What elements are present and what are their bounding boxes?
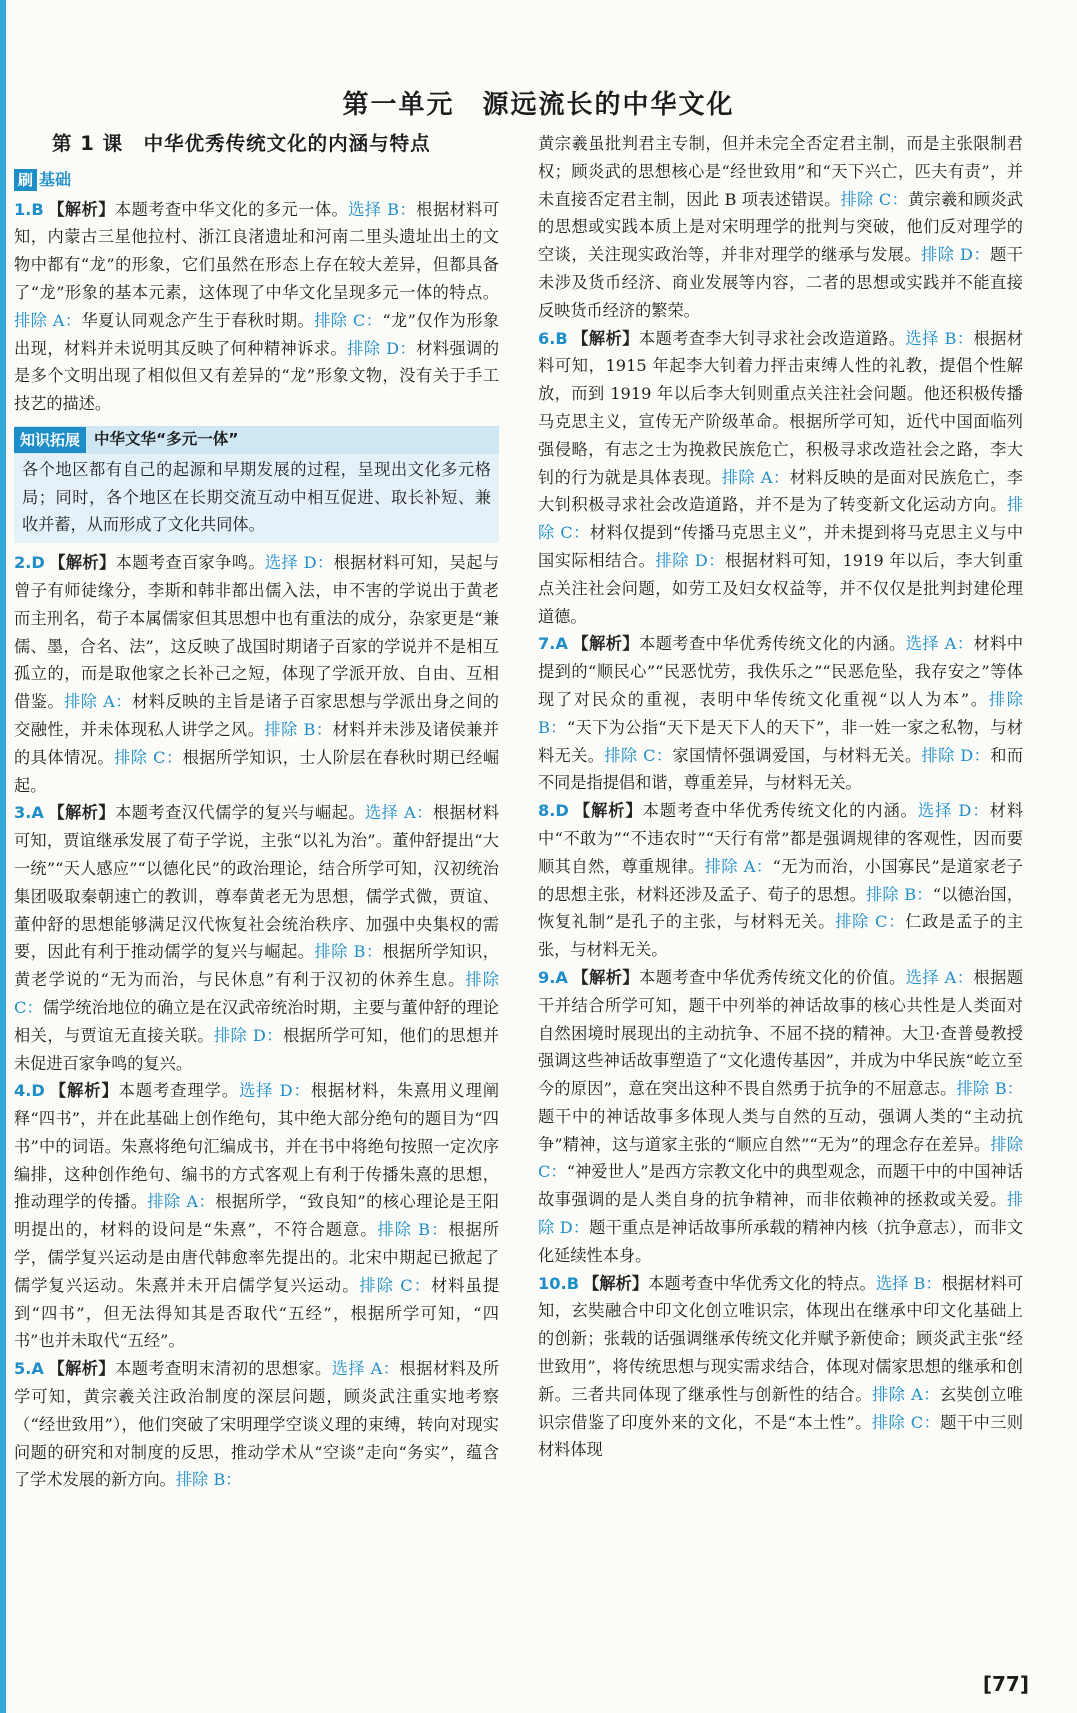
answer-item-continued: 黄宗羲虽批判君主专制，但并未完全否定君主制，而是主张限制君权；顾炎武的思想核心是“经世致用”和“天下兴亡，匹夫有责”，并未直接否定君主制，因此 B 项表述错误。排除 C：黄宗羲和顾炎武的思想或实践本质上是对宋明理学的批判与突破，他们反对理学的空谈，关注现实政治等，并非对理学的继承与发展。排除 D：题干未涉及货币经济、商业发展等内容，二者的思想或实践并不能直接反映货币经济的繁荣。	[538, 134, 1024, 320]
extension-title: 中华文华“多元一体”	[94, 429, 239, 448]
analysis-tag: 【解析】	[47, 199, 115, 219]
answer-item: 4.D 【解析】本题考查理学。选择 D：根据材料，朱熹用义理阐释“四书”，并在此基础上创作绝句，其中绝大部分绝句的题目为“四书”中的词语。朱熹将绝句汇编成书，并在书中将绝句按照一定次序编排，这种创作绝句、编书的方式客观上有利于传播朱熹的思想，推动理学的传播。排除 A：根据所学，“致良知”的核心理论是王阳明提出的，材料的设问是“朱熹”，不符合题意。排除 B：根据所学，儒学复兴运动是由唐代韩愈率先提出的。北宋中期起已掀起了儒学复兴运动。朱熹并未开启儒学复兴运动。排除 C：材料虽提到“四书”，但无法得知其是否取代“五经”，根据所学可知，“四书”也并未取代“五经”。	[14, 1081, 500, 1351]
answer-letter: B	[31, 199, 44, 219]
analysis-tag: 【解析】	[571, 634, 640, 654]
question-number: 5.	[14, 1359, 32, 1379]
extension-badge: 知识拓展	[14, 427, 86, 453]
section-header	[14, 166, 499, 194]
answer-item: 2.D 【解析】本题考查百家争鸣。选择 D：根据材料可知，吴起与曾子有师徒缘分，李斯和韩非都出儒入法，申不害的学说出于黄老而主刑名，荀子本属儒家但其思想中也有重法的成分，杂家更是“兼儒、墨，合名、法”，这反映了战国时期诸子百家的学说并不是相互孤立的，而是取他家之长补己之短，体现了学派开放、自由、互相借鉴。排除 A：材料反映的主旨是诸子百家思想与学派出身之间的交融性，并未体现私人讲学之风。排除 B：材料并未涉及诸侯兼并的具体情况。排除 C：根据所学知识，士人阶层在春秋时期已经崛起。	[14, 553, 500, 795]
section-tag: 刷	[14, 169, 37, 191]
question-number: 9.	[538, 967, 556, 987]
question-number: 7.	[538, 634, 556, 654]
question-number: 8.	[538, 801, 556, 821]
answer-item: 10.B 【解析】本题考查中华优秀文化的特点。选择 B：根据材料可知，玄奘融合中印文化创立唯识宗，体现出在继承中印文化基础上的创新；张载的话强调继承传统文化并赋予新使命；顾炎武主张“经世致用”，将传统思想与现实需求结合，体现对儒家思想的继承和创新。三者共同体现了继承性与创新性的结合。排除 A：玄奘创立唯识宗借鉴了印度外来的文化，不是“本土性”。排除 C：题干中三则材料体现	[538, 1273, 1024, 1460]
answer-item: 3.A 【解析】本题考查汉代儒学的复兴与崛起。选择 A：根据材料可知，贾谊继承发展了荀子学说，主张“以礼为治”。董仲舒提出“大一统”“天人感应”“以德化民”的政治理论，结合所学可知，汉初统治集团吸取秦朝速亡的教训，尊奉黄老无为思想，儒学式微，贾谊、董仲舒的思想能够满足汉代恢复社会统治秩序、加强中央集权的需要，因此有利于推动儒学的复兴与崛起。排除 B：根据所学知识，黄老学说的“无为而治，与民休息”有利于汉初的休养生息。排除 C：儒学统治地位的确立是在汉武帝统治时期，主要与董仲舒的理论相关，与贾谊无直接关联。排除 D：根据所学可知，他们的思想并未促进百家争鸣的复兴。	[14, 803, 500, 1073]
analysis-tag: 【解析】	[571, 967, 640, 987]
answer-letter: D	[31, 553, 45, 573]
section-name: 基础	[39, 169, 72, 189]
answer-letter: D	[555, 801, 569, 821]
analysis-tag: 【解析】	[571, 328, 639, 348]
answer-letter: A	[555, 967, 568, 987]
answer-item: 7.A 【解析】本题考查中华优秀传统文化的内涵。选择 A：材料中提到的“顺民心”“民恶忧劳，我佚乐之”“民恶危坠，我存安之”等体现了对民众的重视，表明中华传统文化重视“以人为本”。排除 B：“天下为公指“天下是天下人的天下”，非一姓一家之私物，与材料无关。排除 C：家国情怀强调爱国，与材料无关。排除 D：和而不同是指提倡和谐，尊重差异，与材料无关。	[538, 634, 1024, 793]
analysis-tag: 【解析】	[47, 803, 116, 823]
question-number: 1.	[14, 199, 32, 219]
answer-letter: A	[31, 1359, 44, 1379]
answer-letter: B	[555, 328, 568, 348]
left-column	[14, 130, 499, 1494]
knowledge-extension-box	[14, 426, 499, 543]
question-number: 2.	[14, 553, 32, 573]
answer-item: 5.A 【解析】本题考查明末清初的思想家。选择 A：根据材料及所学可知，黄宗羲关注政治制度的深层问题，顾炎武注重实地考察（“经世致用”），他们突破了宋明理学空谈义理的束缚，转向对现实问题的研究和对制度的反思，推动学术从“空谈”走向“务实”，蕴含了学术发展的新方向。排除 B：	[14, 1359, 500, 1490]
answer-letter: B	[566, 1273, 580, 1293]
right-column	[538, 130, 1023, 1464]
unit-title: 第一单元 源远流长的中华文化	[342, 90, 735, 120]
question-number: 10.	[538, 1273, 567, 1293]
answer-letter: A	[555, 634, 568, 654]
answer-item: 1.B 【解析】本题考查中华文化的多元一体。选择 B：根据材料可知，内蒙古三星他拉村、浙江良渚遗址和河南二里头遗址出土的文物中都有“龙”的形象，它们虽然在形态上存在较大差异，但都具备了“龙”形象的基本元素，这体现了中华文化呈现多元一体的特点。排除 A：华夏认同观念产生于春秋时期。排除 C：“龙”仅作为形象出现，材料并未说明其反映了何种精神诉求。排除 D：材料强调的是多个文明出现了相似但又有差异的“龙”形象文物，没有关于手工技艺的描述。	[14, 199, 500, 414]
analysis-tag: 【解析】	[47, 1359, 116, 1379]
analysis-tag: 【解析】	[48, 553, 116, 573]
question-number: 3.	[14, 803, 32, 823]
analysis-tag: 【解析】	[572, 801, 643, 821]
question-number: 4.	[14, 1081, 32, 1101]
analysis-tag: 【解析】	[48, 1081, 119, 1101]
lesson-title: 第 1 课 中华优秀传统文化的内涵与特点	[52, 132, 431, 155]
question-number: 6.	[538, 328, 556, 348]
answer-letter: D	[31, 1081, 45, 1101]
extension-header	[14, 426, 499, 454]
answer-item: 8.D 【解析】本题考查中华优秀传统文化的内涵。选择 D：材料中“不敢为”“不违农时”“天行有常”都是强调规律的客观性，因而要顺其自然，尊重规律。排除 A：“无为而治，小国寡民”是道家老子的思想主张，材料还涉及孟子、荀子的思想。排除 B：“以德治国，恢复礼制”是孔子的主张，与材料无关。排除 C：仁政是孟子的主张，与材料无关。	[538, 801, 1024, 960]
analysis-tag: 【解析】	[583, 1273, 649, 1293]
page-number: [77]	[982, 1672, 1029, 1696]
extension-body: 各个地区都有自己的起源和早期发展的过程，呈现出文化多元格局；同时，各个地区在长期交流互动中相互促进、取长补短、兼收并蓄，从而形成了文化共同体。	[22, 459, 491, 535]
answer-item: 9.A 【解析】本题考查中华优秀传统文化的价值。选择 A：根据题干并结合所学可知，题干中列举的神话故事的核心共性是人类面对自然困境时展现出的主动抗争、不屈不挠的精神。大卫·查普曼教授强调这些神话故事塑造了“文化遗传基因”，并成为中华民族“屹立至今的原因”，意在突出这种不畏自然勇于抗争的不屈意志。排除 B：题干中的神话故事多体现人类与自然的互动，强调人类的“主动抗争”精神，这与道家主张的“顺应自然”“无为”的理念存在差异。排除 C：“神爱世人”是西方宗教文化中的典型观念，而题干中的中国神话故事强调的是人类自身的抗争精神，而非依赖神的拯救或关爱。排除 D：题干重点是神话故事所承载的精神内核（抗争意志），而非文化延续性本身。	[538, 967, 1024, 1265]
answer-item: 6.B 【解析】本题考查李大钊寻求社会改造道路。选择 B：根据材料可知，1915 年起李大钊着力抨击束缚人性的礼教，提倡个性解放，而到 1919 年以后李大钊则重点关注社会问题。他还积极传播马克思主义，宣传无产阶级革命。根据所学可知，近代中国面临列强侵略，有志之士为挽救民族危亡，积极寻求改造社会之路，李大钊的行为就是具体表现。排除 A：材料反映的是面对民族危亡，李大钊积极寻求社会改造道路，并不是为了转变新文化运动方向。排除 C：材料仅提到“传播马克思主义”，并未提到将马克思主义与中国实际相结合。排除 D：根据材料可知，1919 年以后，李大钊重点关注社会问题，如劳工及妇女权益等，并不仅仅是批判封建伦理道德。	[538, 328, 1024, 626]
page-edge-stripe	[0, 0, 6, 1713]
answer-letter: A	[31, 803, 44, 823]
